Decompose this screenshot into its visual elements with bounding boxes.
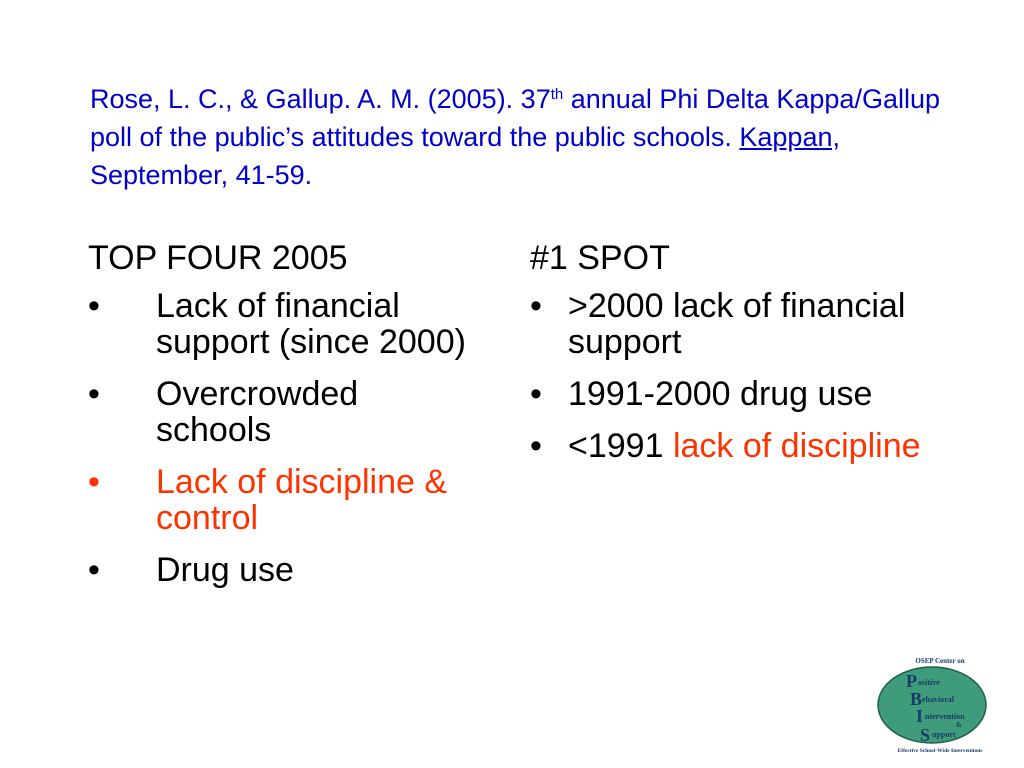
- pbis-logo: [870, 655, 1010, 755]
- citation: [90, 80, 950, 194]
- top-four-heading: TOP FOUR 2005: [88, 239, 348, 277]
- bullet: •: [530, 427, 542, 465]
- logo-bottom-text: Effective School-Wide Interventions: [897, 748, 983, 754]
- list-item-text: Overcrowded schools: [156, 375, 359, 449]
- logo-word-behavioral: ehavioral: [922, 695, 954, 704]
- logo-ampersand: &: [956, 721, 962, 729]
- list-item-text: Drug use: [156, 551, 294, 589]
- number-one-spot-column: [530, 238, 950, 480]
- citation-text-3: September, 41-59.: [90, 160, 313, 190]
- bullet: •: [88, 375, 100, 413]
- list-item-text: Lack of financial support (since 2000): [156, 287, 466, 361]
- logo-word-positive: ositive: [918, 678, 940, 687]
- list-item: [530, 428, 950, 464]
- list-item-text: >2000 lack of financial support: [568, 287, 906, 361]
- list-item: [88, 552, 478, 588]
- logo-letter-b: B: [910, 689, 923, 709]
- list-item-highlight: lack of discipline: [672, 427, 921, 465]
- list-item: [530, 288, 950, 360]
- list-item-highlighted: [88, 464, 478, 536]
- list-item: [530, 376, 950, 412]
- logo-letter-p: P: [906, 671, 917, 691]
- bullet: •: [88, 551, 100, 589]
- citation-superscript: th: [550, 86, 564, 103]
- list-item: [88, 376, 478, 448]
- bullet: •: [88, 463, 100, 501]
- citation-journal: Kappan,: [739, 122, 840, 152]
- logo-letter-s: S: [920, 725, 931, 745]
- logo-top-text: OSEP Center on: [915, 657, 965, 665]
- bullet: •: [88, 287, 100, 325]
- bullet: •: [530, 375, 542, 413]
- list-item: [88, 288, 478, 360]
- number-one-spot-heading: #1 SPOT: [530, 239, 670, 277]
- logo-word-intervention: ntervention: [925, 712, 965, 721]
- citation-text-2: annual Phi Delta Kappa/Gallup poll of the public’s attitudes toward the public schools.: [90, 84, 940, 152]
- bullet: •: [530, 287, 542, 325]
- list-item-prefix: <1991: [568, 427, 673, 465]
- list-item-text: Lack of discipline & control: [156, 463, 448, 537]
- citation-text-1: Rose, L. C., & Gallup. A. M. (2005). 37: [90, 84, 551, 114]
- logo-letter-i: I: [916, 706, 924, 726]
- top-four-column: [88, 238, 478, 604]
- logo-word-support: upport: [932, 730, 956, 739]
- list-item-text: 1991-2000 drug use: [568, 375, 873, 413]
- top-four-list: [88, 288, 478, 588]
- number-one-spot-list: [530, 288, 950, 464]
